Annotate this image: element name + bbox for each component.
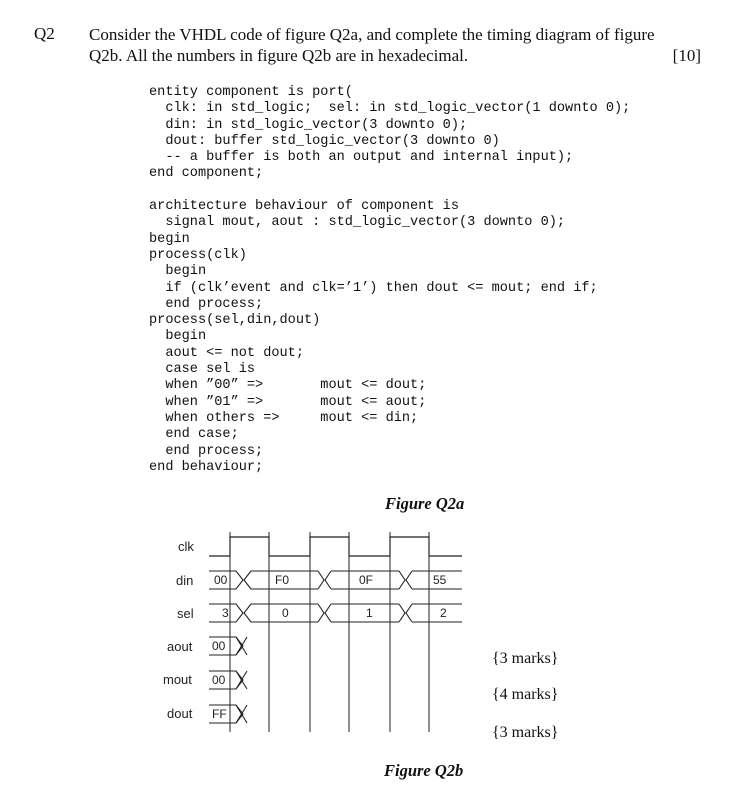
din-value: 55	[433, 573, 447, 587]
code-line: end component;	[149, 166, 264, 182]
code-line: when ”00” => mout <= dout;	[149, 378, 427, 394]
sel-value: 1	[366, 606, 373, 620]
question-line-1: Consider the VHDL code of figure Q2a, and complete the timing diagram of figure	[89, 25, 655, 44]
question-number: Q2	[34, 24, 55, 43]
din-bus	[209, 571, 462, 589]
code-line: end process;	[149, 443, 264, 459]
code-line: when others => mout <= din;	[149, 410, 419, 426]
sel-value: 3	[222, 606, 229, 620]
code-line: end case;	[149, 427, 239, 443]
dout-marks: {3 marks}	[492, 724, 559, 741]
sel-value: 2	[440, 606, 447, 620]
din-value: F0	[275, 573, 290, 587]
dout-label: dout	[167, 706, 193, 721]
din-value: 00	[214, 573, 228, 587]
mout-initial-value: 00	[212, 673, 226, 687]
code-line: case sel is	[149, 362, 256, 378]
aout-marks: {3 marks}	[492, 650, 559, 667]
code-line: process(sel,din,dout)	[149, 313, 321, 329]
code-line: architecture behaviour of component is	[149, 199, 459, 215]
timing-grid	[230, 532, 429, 732]
code-line: when ”01” => mout <= aout;	[149, 394, 427, 410]
code-line: begin	[149, 329, 207, 345]
din-value: 0F	[359, 573, 374, 587]
figure-q2b-caption: Figure Q2b	[384, 761, 464, 780]
sel-value: 0	[282, 606, 289, 620]
code-line: process(clk)	[149, 247, 247, 263]
figure-q2a-caption: Figure Q2a	[385, 494, 465, 513]
sel-label: sel	[177, 606, 194, 621]
code-line: end process;	[149, 296, 264, 312]
dout-initial-value: FF	[212, 707, 227, 721]
code-line: clk: in std_logic; sel: in std_logic_vector(1 downto 0);	[149, 101, 631, 117]
code-line: begin	[149, 264, 207, 280]
code-line: aout <= not dout;	[149, 345, 304, 361]
clk-waveform	[209, 537, 462, 556]
din-label: din	[176, 573, 194, 588]
code-line: -- a buffer is both an output and internal input);	[149, 150, 574, 166]
code-line: entity component is port(	[149, 85, 353, 100]
code-line: din: in std_logic_vector(3 downto 0);	[149, 117, 468, 133]
code-line: signal mout, aout : std_logic_vector(3 downto 0);	[149, 215, 566, 231]
aout-label: aout	[167, 639, 193, 654]
mout-label: mout	[163, 672, 192, 687]
sel-bus	[209, 604, 462, 622]
total-marks: [10]	[672, 46, 701, 65]
code-line: begin	[149, 231, 190, 247]
question-line-2: Q2b. All the numbers in figure Q2b are in hexadecimal.	[89, 46, 469, 65]
aout-initial-value: 00	[212, 639, 226, 653]
code-line: dout: buffer std_logic_vector(3 downto 0)	[149, 133, 500, 149]
code-line: if (clk’event and clk=’1’) then dout <= mout; end if;	[149, 280, 598, 296]
code-line: end behaviour;	[149, 459, 264, 475]
mout-marks: {4 marks}	[492, 686, 559, 703]
clk-label: clk	[178, 539, 194, 554]
